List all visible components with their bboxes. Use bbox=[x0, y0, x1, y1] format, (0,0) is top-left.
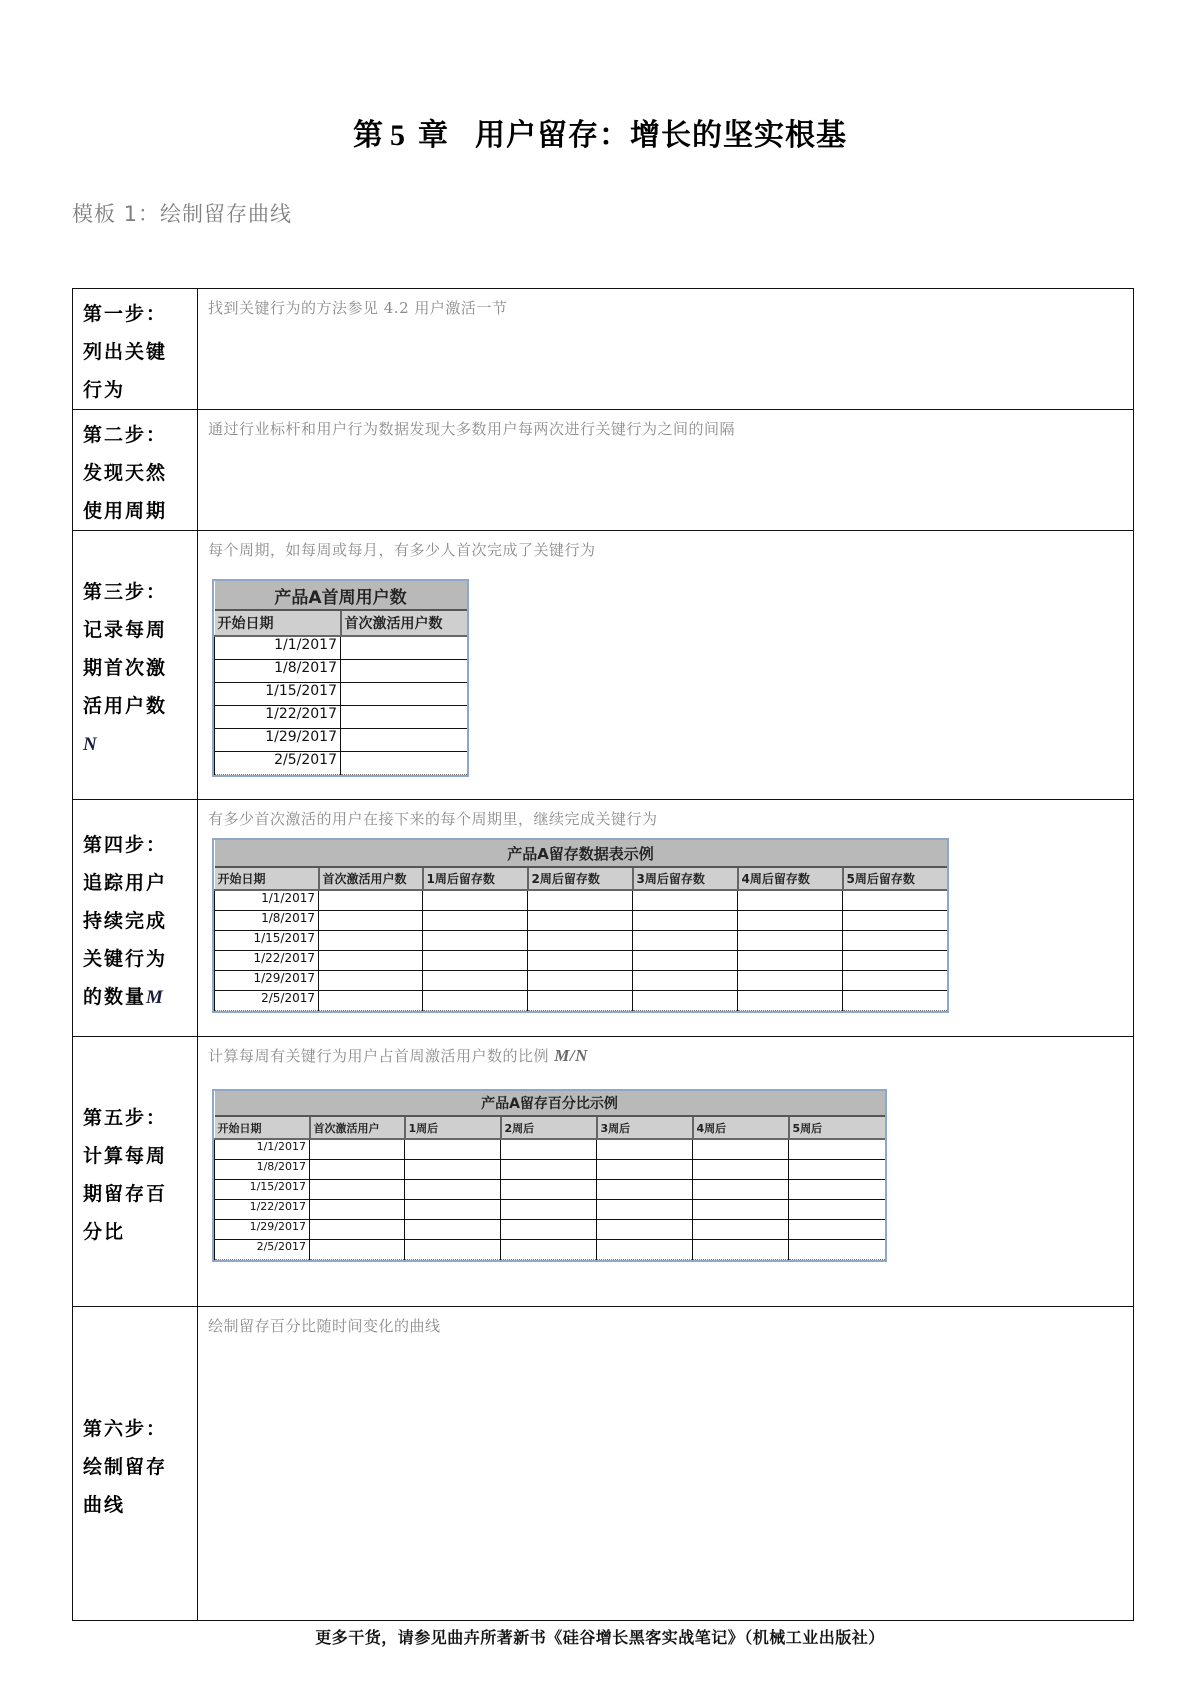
table-row: 2/5/2017 bbox=[215, 1240, 885, 1260]
table-row: 1/1/2017 bbox=[215, 1139, 885, 1160]
steps-table bbox=[72, 288, 1134, 1621]
step-row-2 bbox=[73, 410, 1134, 531]
table-row: 1/8/2017 bbox=[215, 660, 467, 683]
variable-m-over-n: M/N bbox=[554, 1046, 588, 1065]
chapter-suffix: 章 bbox=[418, 118, 449, 153]
step-description-5: 计算每周有关键行为用户占首周激活用户数的比例 M/N bbox=[208, 1046, 588, 1065]
column-header: 首次激活用户 bbox=[310, 1116, 405, 1139]
chapter-prefix: 第 bbox=[353, 118, 384, 153]
step-row-5 bbox=[73, 1037, 1134, 1307]
column-header: 4周后 bbox=[693, 1116, 789, 1139]
step-description-6: 绘制留存百分比随时间变化的曲线 bbox=[208, 1317, 441, 1335]
step-content-5 bbox=[198, 1037, 1134, 1307]
column-header: 2周后 bbox=[501, 1116, 597, 1139]
table-row: 1/29/2017 bbox=[215, 729, 467, 752]
sheet-title: 产品A首周用户数 bbox=[215, 581, 467, 610]
step-label-5: 第五步： 计算每周 期留存百 分比 bbox=[73, 1037, 198, 1307]
step-label-3: 第三步： 记录每周 期首次激 活用户数 N bbox=[73, 531, 198, 800]
step-row-4 bbox=[73, 800, 1134, 1037]
column-header: 开始日期 bbox=[215, 610, 341, 636]
table-row: 1/15/2017 bbox=[215, 683, 467, 706]
column-header: 5周后 bbox=[789, 1116, 885, 1139]
table-row: 1/29/2017 bbox=[215, 1220, 885, 1240]
table-row: 1/8/2017 bbox=[215, 911, 947, 931]
table-row: 1/15/2017 bbox=[215, 1180, 885, 1200]
step-label-1: 第一步： 列出关键 行为 bbox=[73, 289, 198, 410]
variable-m: M bbox=[146, 986, 165, 1008]
step-row-6 bbox=[73, 1307, 1134, 1621]
column-header: 3周后 bbox=[597, 1116, 693, 1139]
step-content-2 bbox=[198, 410, 1134, 531]
chapter-title bbox=[0, 110, 1200, 154]
step-row-1 bbox=[73, 289, 1134, 410]
table-row: 1/1/2017 bbox=[215, 890, 947, 911]
step-description-2: 通过行业标杆和用户行为数据发现大多数用户每两次进行关键行为之间的间隔 bbox=[208, 420, 736, 438]
column-header: 开始日期 bbox=[215, 867, 319, 890]
step-content-3 bbox=[198, 531, 1134, 800]
step-row-3 bbox=[73, 531, 1134, 800]
step-content-4 bbox=[198, 800, 1134, 1037]
step-content-6 bbox=[198, 1307, 1134, 1621]
column-header: 首次激活用户数 bbox=[319, 867, 423, 890]
table-row: 1/22/2017 bbox=[215, 706, 467, 729]
table-row: 1/29/2017 bbox=[215, 971, 947, 991]
table-row: 2/5/2017 bbox=[215, 752, 467, 775]
table-row: 1/22/2017 bbox=[215, 1200, 885, 1220]
column-header: 1周后 bbox=[405, 1116, 501, 1139]
step-description-1: 找到关键行为的方法参见 4.2 用户激活一节 bbox=[208, 299, 508, 317]
template-subtitle: 模板 1：绘制留存曲线 bbox=[72, 202, 293, 226]
chapter-number: 5 bbox=[390, 119, 406, 152]
column-header: 开始日期 bbox=[215, 1116, 310, 1139]
step-description-3: 每个周期，如每周或每月，有多少人首次完成了关键行为 bbox=[208, 541, 596, 559]
variable-n: N bbox=[83, 733, 99, 755]
column-header: 5周后留存数 bbox=[843, 867, 947, 890]
step-label-2: 第二步： 发现天然 使用周期 bbox=[73, 410, 198, 531]
retention-count-sheet bbox=[212, 838, 949, 1013]
column-header: 3周后留存数 bbox=[633, 867, 738, 890]
column-header: 4周后留存数 bbox=[738, 867, 843, 890]
table-row: 1/1/2017 bbox=[215, 636, 467, 660]
first-week-users-sheet bbox=[212, 579, 469, 777]
sheet-title: 产品A留存百分比示例 bbox=[215, 1091, 885, 1116]
table-row: 1/22/2017 bbox=[215, 951, 947, 971]
column-header: 2周后留存数 bbox=[528, 867, 633, 890]
column-header: 1周后留存数 bbox=[423, 867, 528, 890]
table-row: 2/5/2017 bbox=[215, 991, 947, 1011]
chapter-title-text: 用户留存：增长的坚实根基 bbox=[475, 118, 847, 153]
step-content-1 bbox=[198, 289, 1134, 410]
step-label-6: 第六步： 绘制留存 曲线 bbox=[73, 1307, 198, 1621]
column-header: 首次激活用户数 bbox=[341, 610, 467, 636]
table-row: 1/15/2017 bbox=[215, 931, 947, 951]
sheet-title: 产品A留存数据表示例 bbox=[215, 840, 947, 867]
step-label-4: 第四步： 追踪用户 持续完成 关键行为 的数量M bbox=[73, 800, 198, 1037]
retention-percentage-sheet bbox=[212, 1089, 887, 1262]
footer-note: 更多干货，请参见曲卉所著新书《硅谷增长黑客实战笔记》（机械工业出版社） bbox=[315, 1628, 885, 1647]
step-description-4: 有多少首次激活的用户在接下来的每个周期里，继续完成关键行为 bbox=[208, 810, 658, 828]
table-row: 1/8/2017 bbox=[215, 1160, 885, 1180]
